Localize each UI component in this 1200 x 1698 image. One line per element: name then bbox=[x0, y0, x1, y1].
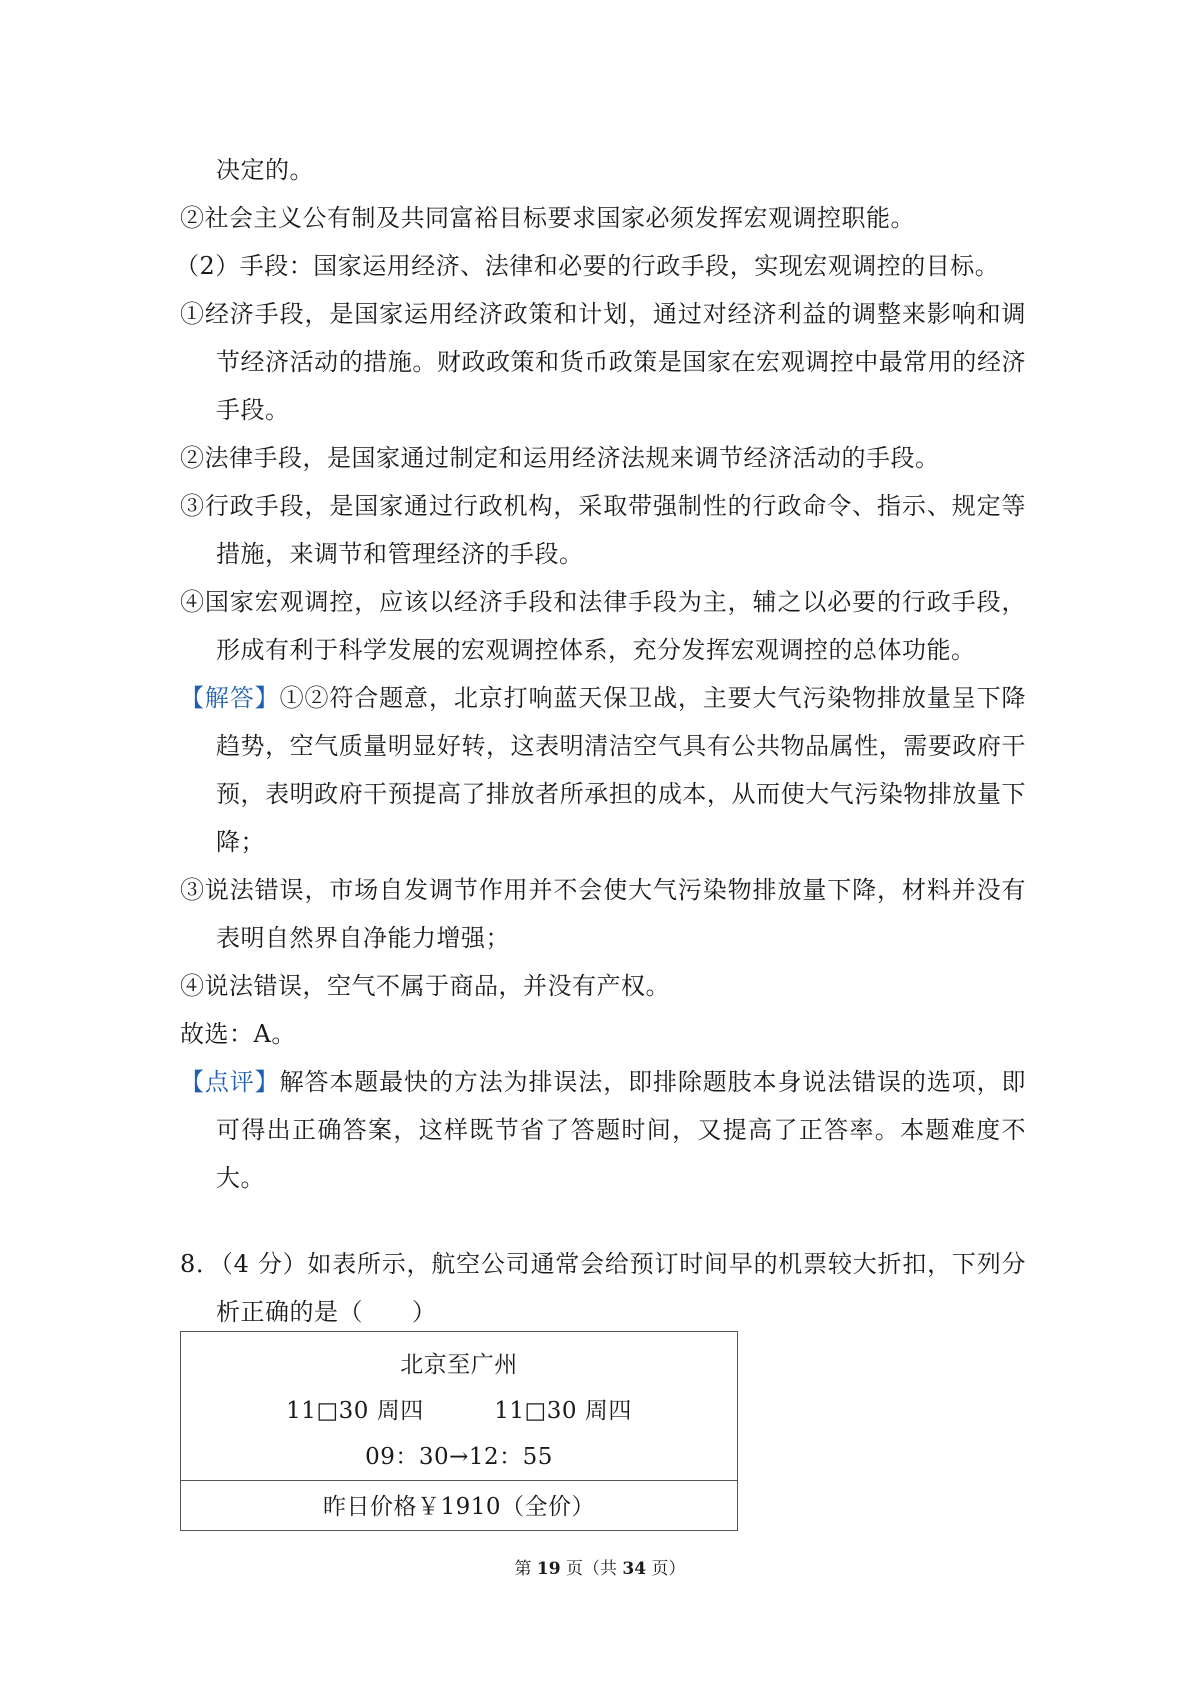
question-8-line: 8．（4 分）如表所示，航空公司通常会给预订时间早的机票较大折扣，下列分 bbox=[180, 1250, 1026, 1278]
footer-middle: 页（共 bbox=[560, 1559, 623, 1579]
answer-tag: 【解答】 bbox=[180, 684, 280, 712]
text-line: ②社会主义公有制及共同富裕目标要求国家必须发挥宏观调控职能。 bbox=[180, 204, 915, 232]
text-line: 节经济活动的措施。财政政策和货币政策是国家在宏观调控中最常用的经济 bbox=[216, 348, 1026, 376]
flight-route: 北京至广州 bbox=[400, 1352, 518, 1378]
text-line: ④国家宏观调控，应该以经济手段和法律手段为主，辅之以必要的行政手段， bbox=[180, 588, 1026, 616]
flight-table-price-row bbox=[181, 1480, 737, 1532]
answer-line bbox=[180, 681, 1026, 715]
flight-price: 昨日价格￥1910（全价） bbox=[322, 1494, 596, 1520]
text-line: 手段。 bbox=[216, 396, 290, 424]
text-line: ①经济手段，是国家运用经济政策和计划，通过对经济利益的调整来影响和调 bbox=[180, 300, 1026, 328]
flight-dates: 11□30 周四 11□30 周四 bbox=[286, 1398, 632, 1424]
text-line: 趋势，空气质量明显好转，这表明清洁空气具有公共物品属性，需要政府干 bbox=[216, 732, 1026, 760]
text-line: ③行政手段，是国家通过行政机构，采取带强制性的行政命令、指示、规定等 bbox=[180, 492, 1026, 520]
total-pages: 34 bbox=[622, 1559, 647, 1579]
text-line: （2）手段：国家运用经济、法律和必要的行政手段，实现宏观调控的目标。 bbox=[175, 252, 1000, 280]
comment-text: 解答本题最快的方法为排误法，即排除题肢本身说法错误的选项，即 bbox=[279, 1068, 1027, 1096]
page-number: 19 bbox=[536, 1559, 561, 1579]
comment-line bbox=[180, 1065, 1026, 1099]
page-footer bbox=[0, 1557, 1200, 1581]
flight-times: 09：30→12：55 bbox=[365, 1444, 553, 1470]
text-line: ③说法错误，市场自发调节作用并不会使大气污染物排放量下降，材料并没有 bbox=[180, 876, 1026, 904]
footer-prefix: 第 bbox=[514, 1559, 537, 1579]
answer-choice: 故选：A。 bbox=[180, 1020, 296, 1048]
text-line: 可得出正确答案，这样既节省了答题时间，又提高了正答率。本题难度不 bbox=[216, 1116, 1026, 1144]
text-line: 降； bbox=[216, 828, 265, 856]
text-line: ④说法错误，空气不属于商品，并没有产权。 bbox=[180, 972, 670, 1000]
text-line: 形成有利于科学发展的宏观调控体系，充分发挥宏观调控的总体功能。 bbox=[216, 636, 976, 664]
text-line: 措施，来调节和管理经济的手段。 bbox=[216, 540, 584, 568]
flight-table bbox=[180, 1331, 738, 1531]
text-line: ②法律手段，是国家通过制定和运用经济法规来调节经济活动的手段。 bbox=[180, 444, 940, 472]
text-line: 表明自然界自净能力增强； bbox=[216, 924, 510, 952]
question-8-line: 析正确的是（ ） bbox=[216, 1298, 437, 1326]
comment-tag: 【点评】 bbox=[180, 1068, 280, 1096]
text-line: 大。 bbox=[216, 1164, 265, 1192]
footer-suffix: 页） bbox=[646, 1559, 686, 1579]
answer-text: ①②符合题意，北京打响蓝天保卫战，主要大气污染物排放量呈下降 bbox=[279, 684, 1027, 712]
flight-table-info-row bbox=[181, 1332, 737, 1481]
text-line: 决定的。 bbox=[216, 156, 314, 184]
text-line: 预，表明政府干预提高了排放者所承担的成本，从而使大气污染物排放量下 bbox=[216, 780, 1026, 808]
